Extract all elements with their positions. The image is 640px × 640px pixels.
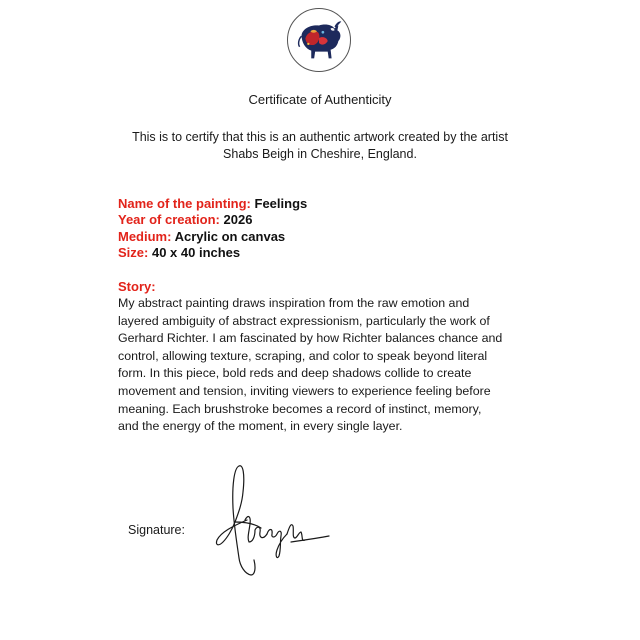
detail-label: Name of the painting: (118, 196, 251, 211)
detail-value: 2026 (223, 212, 253, 228)
detail-label: Size: (118, 244, 149, 260)
certificate-title: Certificate of Authenticity (248, 92, 392, 107)
detail-label: Year of creation: (118, 212, 220, 228)
detail-year (118, 212, 307, 228)
detail-medium (118, 229, 307, 245)
intro-line-1: This is to certify that this is an authentic artwork created by the artist (132, 130, 508, 144)
detail-value: Feelings (254, 196, 308, 211)
detail-painting-name (118, 196, 307, 212)
story-label: Story: (118, 279, 156, 294)
detail-value: 40 x 40 inches (151, 244, 241, 260)
story-line: My abstract painting draws inspiration from the raw emotion and (118, 296, 470, 310)
detail-size (118, 245, 307, 261)
story-line: control, allowing texture, scraping, and color to speak beyond literal (118, 348, 488, 363)
story-line: meaning. Each brushstroke becomes a record of instinct, memory, (118, 401, 482, 416)
signature-label: Signature: (128, 523, 185, 537)
artwork-details (118, 196, 307, 261)
detail-label: Medium: (118, 228, 172, 244)
story-line: Gerhard Richter. I am fascinated by how Richter balances chance and (118, 331, 503, 346)
intro-line-2: Shabs Beigh in Cheshire, England. (223, 147, 417, 161)
story-line: movement and tension, inviting viewers to experience feeling before (118, 383, 491, 398)
story-line: form. In this piece, bold reds and deep shadows collide to create (118, 366, 472, 381)
handwritten-signature (205, 458, 340, 580)
detail-value: Acrylic on canvas (174, 228, 286, 244)
story-line: layered ambiguity of abstract expressionism, particularly the work of (118, 313, 490, 328)
bull-logo-art (288, 9, 350, 71)
story-text (118, 295, 538, 436)
bull-logo-icon (287, 8, 351, 72)
story-line: and the energy of the moment, in every single layer. (118, 419, 403, 434)
certificate-intro (60, 129, 580, 163)
